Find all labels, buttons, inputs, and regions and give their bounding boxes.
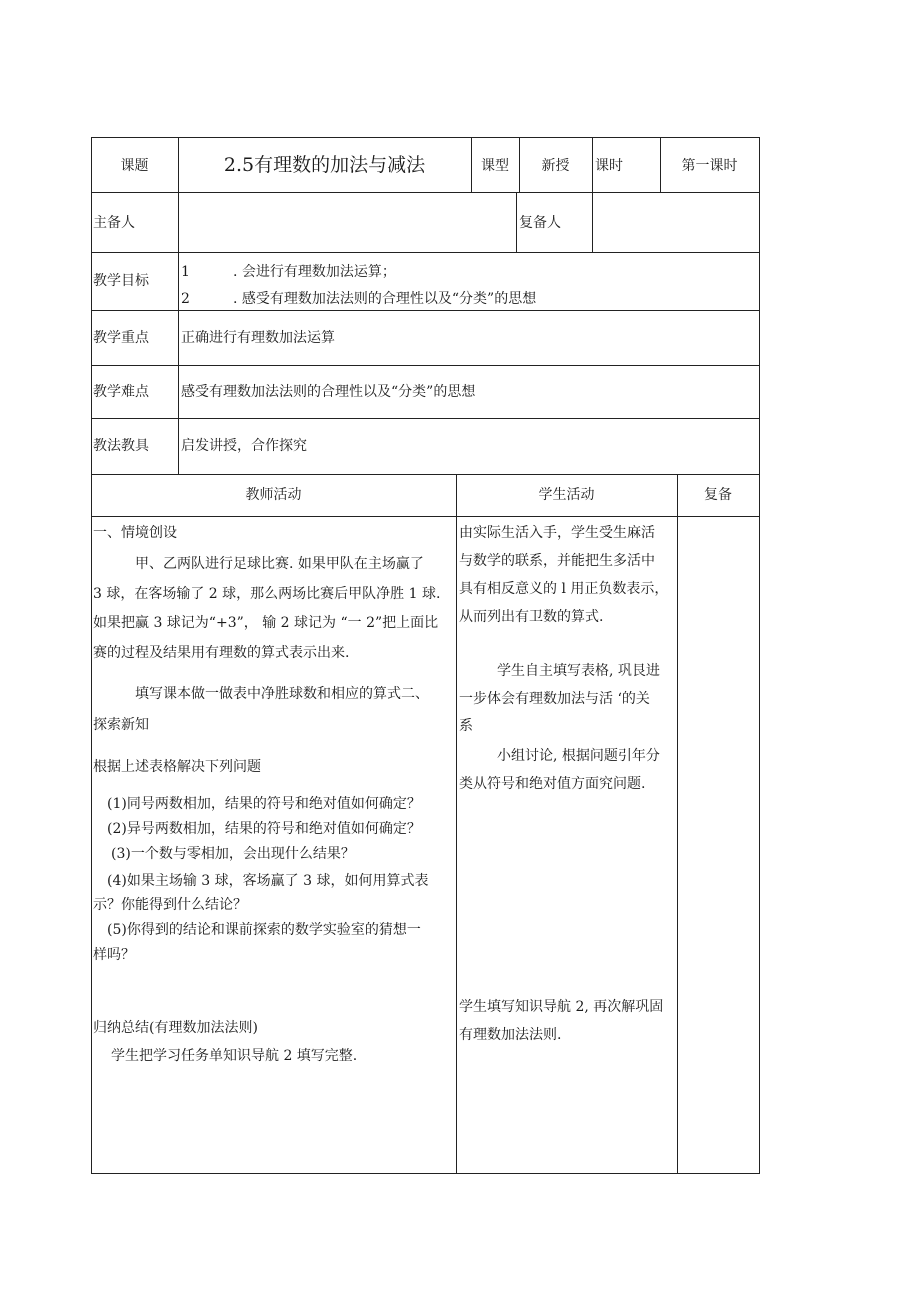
rule-row6 <box>91 474 760 475</box>
teacher-line: (3)一个数与零相加，会出现什么结果？ <box>111 846 355 862</box>
student-activity-header: 学生活动 <box>538 487 595 503</box>
rule-r2-b <box>516 192 517 253</box>
rule-row7 <box>91 516 760 517</box>
rule-bottom <box>91 1173 760 1174</box>
type-label: 课型 <box>481 158 509 174</box>
key-point-label: 教学重点 <box>93 330 149 346</box>
student-line: 由实际生活入手，学生受生麻活 <box>459 525 655 541</box>
student-line: 学生自主填写表格, 巩艮进 <box>497 663 660 679</box>
review-header: 复备 <box>704 487 732 503</box>
student-line: 有理数加法法则. <box>459 1027 562 1043</box>
co-preparer-label: 复备人 <box>519 215 561 231</box>
rule-activity-a <box>456 474 457 1174</box>
rule-r1-d <box>592 137 593 193</box>
teacher-line: 示？你能得到什么结论？ <box>93 897 247 913</box>
rule-row3 <box>91 310 760 311</box>
rule-label-col <box>178 252 179 475</box>
rule-activity-b <box>677 474 678 1174</box>
student-line: 小组讨论, 根据问题引年分 <box>497 748 660 764</box>
teacher-activity-header: 教师活动 <box>245 487 302 503</box>
rule-row5 <box>91 418 760 419</box>
period-label: 课时 <box>595 158 623 174</box>
teacher-line: (2)异号两数相加，结果的符号和绝对值如何确定？ <box>107 821 421 837</box>
goal-2-number: 2 <box>181 291 190 307</box>
teacher-line: 3 球，在客场输了 2 球，那么两场比赛后甲队净胜 1 球. <box>93 586 441 602</box>
student-line: 与数学的联系，并能把生多活中 <box>459 553 655 569</box>
teacher-line: 归纳总结(有理数加法法则) <box>93 1020 258 1036</box>
difficulty-label: 教学难点 <box>93 384 149 400</box>
difficulty-value: 感受有理数加法法则的合理性以及“分类”的思想 <box>181 384 476 400</box>
student-line: 系 <box>459 718 473 734</box>
goal-2-text: . 感受有理数加法法则的合理性以及“分类”的思想 <box>233 291 537 307</box>
teacher-line: (5)你得到的结论和课前探索的数学实验室的猜想一 <box>107 922 421 938</box>
student-line: 类从符号和绝对值方面究问题. <box>459 776 646 792</box>
teacher-line: 根据上述表格解决下列问题 <box>93 759 261 775</box>
type-value: 新授 <box>541 158 570 174</box>
student-line: 一步体会有理数加法与活 ‘的关 <box>459 691 650 707</box>
rule-r2-a <box>178 192 179 253</box>
teacher-line: 甲、乙两队进行足球比赛. 如果甲队在主场赢了 <box>135 556 424 572</box>
teacher-line: 填写课本做一做表中净胜球数和相应的算式二、 <box>135 686 429 702</box>
rule-right <box>759 137 760 1174</box>
goals-label: 教学目标 <box>93 273 149 289</box>
method-label: 教法教具 <box>93 438 149 454</box>
teacher-line: (1)同号两数相加，结果的符号和绝对值如何确定？ <box>107 796 421 812</box>
period-value: 第一课时 <box>681 158 738 174</box>
goal-1-text: . 会进行有理数加法运算； <box>233 264 396 280</box>
teacher-line: 赛的过程及结果用有理数的算式表示出来. <box>93 645 350 661</box>
rule-row4 <box>91 365 760 366</box>
rule-r2-c <box>592 192 593 253</box>
teacher-line: 一、情境创设 <box>93 525 177 541</box>
student-line: 学生填写知识导航 2, 再次解巩固 <box>459 999 664 1015</box>
teacher-line: 探索新知 <box>93 717 149 733</box>
key-point-value: 正确进行有理数加法运算 <box>181 330 335 346</box>
main-preparer-label: 主备人 <box>93 215 135 231</box>
topic-value: 2.5有理数的加法与减法 <box>223 154 426 176</box>
rule-row2 <box>91 252 760 253</box>
rule-left <box>91 137 92 1174</box>
topic-label: 课题 <box>120 158 149 174</box>
teacher-line: 学生把学习任务单知识导航 2 填写完整. <box>111 1048 358 1064</box>
teacher-line: (4)如果主场输 3 球，客场赢了 3 球，如何用算式表 <box>107 873 429 889</box>
teacher-line: 如果把赢 3 球记为“+3”， 输 2 球记为 “一 2”把上面比 <box>93 615 439 631</box>
student-line: 从而列出有卫数的算式. <box>459 609 604 625</box>
teacher-line: 样吗？ <box>93 947 135 963</box>
method-value: 启发讲授，合作探究 <box>181 438 307 454</box>
student-line: 具有相反意义的 l 用正负数表示， <box>459 581 669 597</box>
goal-1-number: 1 <box>181 264 190 280</box>
